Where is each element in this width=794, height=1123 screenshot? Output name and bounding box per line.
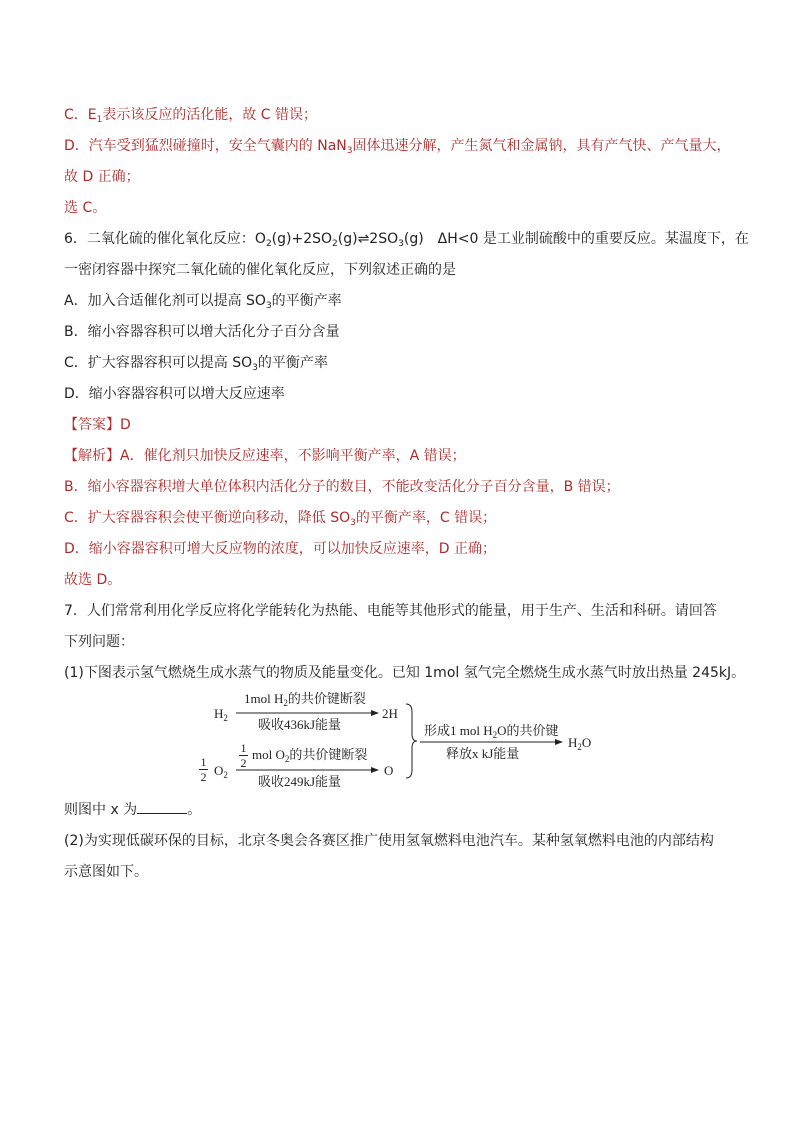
q6-stem-line1: 6．二氧化硫的催化氧化反应：$O_2(g)+2SO_2(g)\rightleftharpoons 2SO_3(g)$ ΔH<0 是工业制硫酸中的重要反应。某温度下，在 — [64, 231, 749, 249]
energy-change-diagram — [196, 688, 616, 792]
o2-label: $O_2$ — [214, 763, 228, 780]
q6-stem-line2: 一密闭容器中探究二氧化硫的催化氧化反应，下列叙述正确的是 — [64, 262, 456, 278]
q7-stem-line2: 下列问题： — [64, 634, 134, 650]
q6-analysis-c: C．扩大容器容积会使平衡逆向移动，降低 $SO_3$的平衡产率，C 错误； — [64, 510, 497, 528]
q7-part1: (1)下图表示氢气燃烧生成水蒸气的物质及能量变化。已知 1mol 氢气完全燃烧生成水蒸气时放出热量 245kJ。 — [64, 665, 746, 681]
bottom-above-label: mol $O_2$的共价键断裂 — [252, 747, 368, 764]
option-d-explanation-cont: 故 D 正确； — [64, 169, 140, 185]
q6-option-d: D．缩小容器容积可以增大反应速率 — [64, 386, 285, 402]
two-h-label: 2H — [382, 706, 398, 721]
h2-label: $H_2$ — [214, 706, 228, 723]
q7-part2-line2: 示意图如下。 — [64, 864, 148, 880]
o-label: O — [384, 763, 394, 778]
q7-part1-question: 则图中 x 为 。 — [64, 802, 202, 818]
q6-answer: 【答案】D — [64, 417, 131, 433]
q6-option-c: C．扩大容器容积可以提高 $SO_3$的平衡产率 — [64, 355, 328, 373]
q6-analysis-a: 【解析】A．催化剂只加快反应速率，不影响平衡产率，A 错误； — [64, 448, 466, 464]
answer-blank[interactable] — [137, 801, 187, 814]
right-below-label: 释放x kJ能量 — [446, 746, 520, 761]
top-below-label: 吸收436kJ能量 — [258, 717, 342, 732]
bottom-below-label: 吸收249kJ能量 — [258, 774, 342, 789]
half-fraction: 1 2 — [200, 755, 207, 784]
right-above-label: 形成1 mol $H_2O$的共价键 — [424, 723, 559, 740]
option-d-explanation: D．汽车受到猛烈碰撞时，安全气囊内的 NaN$_3$固体迅速分解，产生氮气和金属钠，具有产气快、产气量大， — [64, 138, 731, 156]
h2o-label: $H_2O$ — [568, 735, 592, 752]
q6-analysis-b: B．缩小容器容积增大单位体积内活化分子的数目，不能改变活化分子百分含量，B 错误； — [64, 479, 620, 495]
q7-part2-line1: (2)为实现低碳环保的目标，北京冬奥会各赛区推广使用氢氧燃料电池汽车。某种氢氧燃料电池的内部结构 — [64, 833, 714, 849]
option-c-explanation: C．$E_1$表示该反应的活化能，故 C 错误； — [64, 107, 318, 125]
bot-half-fraction: 1 2 — [240, 741, 247, 770]
q6-analysis-d: D．缩小容器容积可增大反应物的浓度，可以加快反应速率，D 正确； — [64, 541, 497, 557]
top-above-label: 1mol $H_2$的共价键断裂 — [244, 691, 366, 708]
q6-option-a: A．加入合适催化剂可以提高 $SO_3$的平衡产率 — [64, 293, 342, 311]
brace — [406, 704, 417, 778]
q7-stem-line1: 7．人们常常利用化学反应将化学能转化为热能、电能等其他形式的能量，用于生产、生活和科研。请回答 — [64, 603, 717, 619]
q6-option-b: B．缩小容器容积可以增大活化分子百分含量 — [64, 324, 340, 340]
choose-line: 选 C。 — [64, 200, 107, 216]
q6-conclusion: 故选 D。 — [64, 572, 122, 588]
